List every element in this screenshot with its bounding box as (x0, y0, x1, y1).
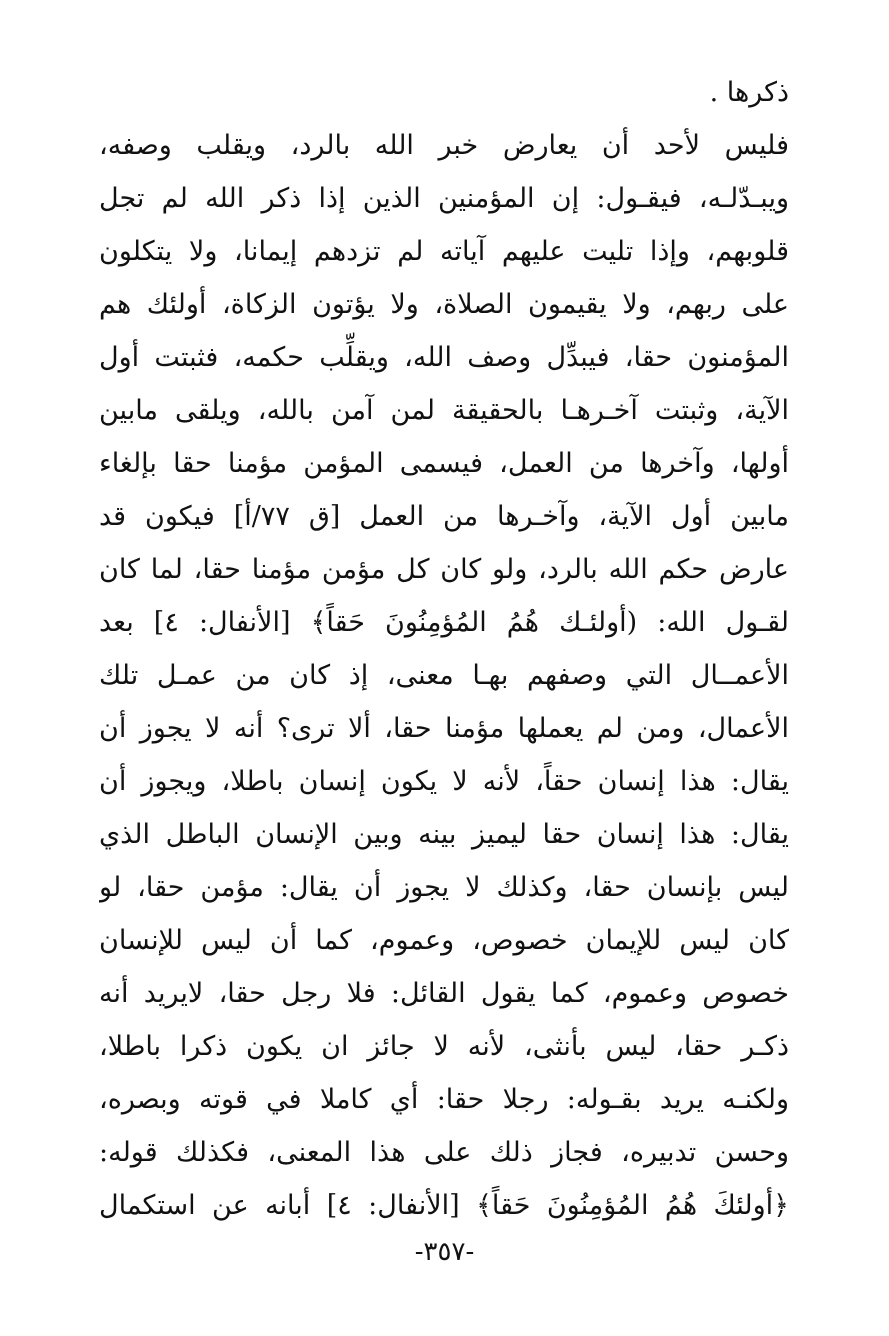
text-line: ﴿أولئكَ هُمُ المُؤمِنُونَ حَقاً﴾ [الأنفال: ٤] أبانه عن استكمال (99, 1190, 789, 1221)
text-line: ويبـدّلـه، فيقـول: إن المؤمنين الذين إذا ذكر الله لم تجل (99, 183, 789, 214)
text-line: الأعمــال التي وصفهم بهـا معنى، إذ كان من عمـل تلك (99, 660, 789, 691)
text-line: المؤمنون حقا، فيبدِّل وصف الله، ويقلِّب حكمه، فثبتت أول (99, 342, 789, 373)
text-line: خصوص وعموم، كما يقول القائل: فلا رجل حقا، لايريد أنه (99, 978, 789, 1009)
text-line: الأعمال، ومن لم يعملها مؤمنا حقا، ألا ترى؟ أنه لا يجوز أن (99, 713, 789, 744)
text-line: وحسن تدبيره، فجاز ذلك على هذا المعنى، فكذلك قوله: (99, 1137, 789, 1168)
text-line: الآية، وثبتت آخـرهـا بالحقيقة لمن آمن بالله، ويلقى مابين (99, 395, 789, 426)
text-line: ولكنـه يريد بقـوله: رجلا حقا: أي كاملا في قوته وبصره، (99, 1084, 789, 1115)
text-line: عارض حكم الله بالرد، ولو كان كل مؤمن مؤمنا حقا، لما كان (99, 554, 789, 585)
text-line: على ربهم، ولا يقيمون الصلاة، ولا يؤتون الزكاة، أولئك هم (99, 289, 789, 320)
text-line: كان ليس للإيمان خصوص، وعموم، كما أن ليس للإنسان (99, 925, 789, 956)
text-line: قلوبهم، وإذا تليت عليهم آياته لم تزدهم إيمانا، ولا يتكلون (99, 236, 789, 267)
text-line: أولها، وآخرها من العمل، فيسمى المؤمن مؤمنا حقا بإلغاء (99, 448, 789, 479)
text-line: يقال: هذا إنسان حقا ليميز بينه وبين الإنسان الباطل الذي (99, 819, 789, 850)
text-line: ذكـر حقا، ليس بأنثى، لأنه لا جائز ان يكون ذكرا باطلا، (99, 1031, 789, 1062)
page-number: -٣٥٧- (414, 1237, 475, 1267)
text-line: لقـول الله: (أولئـك هُمُ المُؤمِنُونَ حَقاً﴾ [الأنفال: ٤] بعد (99, 607, 789, 638)
text-line: مابين أول الآية، وآخـرها من العمل [ق ٧٧/أ] فيكون قد (99, 501, 789, 532)
body-text (99, 66, 789, 1232)
text-line: ليس بإنسان حقا، وكذلك لا يجوز أن يقال: مؤمن حقا، لو (99, 872, 789, 903)
text-line: فليس لأحد أن يعارض خبر الله بالرد، ويقلب وصفه، (99, 130, 789, 161)
text-line: ذكرها . (709, 77, 789, 108)
text-line: يقال: هذا إنسان حقاً، لأنه لا يكون إنسان باطلا، ويجوز أن (99, 766, 789, 797)
